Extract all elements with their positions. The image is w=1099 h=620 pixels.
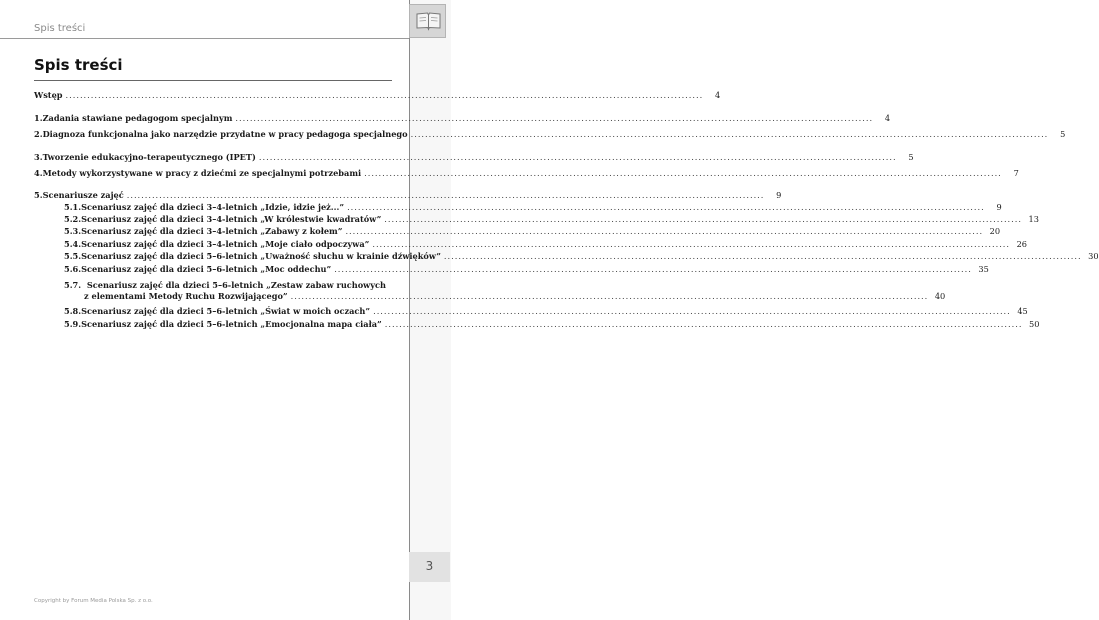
toc-subentry-label: Scenariusz zajęć dla dzieci 5–6-letnich „Świat w moich oczach” <box>81 306 371 316</box>
toc-subentry[interactable] <box>64 251 1099 261</box>
leader-dots <box>127 190 765 200</box>
toc-entry-number: 1. <box>34 113 43 123</box>
toc-subentry-number: 5.5. <box>64 251 82 261</box>
leader-dots <box>364 168 1002 178</box>
toc-subentry-page: 26 <box>1016 239 1027 249</box>
toc-entry-page: 4 <box>884 113 891 123</box>
toc-entry-number: 4. <box>34 168 43 178</box>
toc-subentry[interactable] <box>64 306 1028 316</box>
toc-subentry-page: 30 <box>1088 251 1099 261</box>
toc-entry[interactable] <box>34 152 914 162</box>
toc-title: Spis treści <box>34 56 123 74</box>
leader-dots <box>291 291 929 301</box>
toc-entry[interactable] <box>34 168 1019 178</box>
leader-dots <box>444 251 1082 261</box>
running-header-title: Spis treści <box>34 23 86 34</box>
toc-subentry-page: 50 <box>1029 319 1040 329</box>
toc-subentry-page: 40 <box>934 291 946 301</box>
toc-subentry-label: Scenariusz zajęć dla dzieci 5–6-letnich „Zestaw zabaw ruchowych <box>86 280 386 290</box>
toc-subentry-label: Scenariusz zajęć dla dzieci 3–4-letnich „Moje ciało odpoczywa” <box>81 239 370 249</box>
toc-subentry[interactable] <box>64 202 1002 212</box>
leader-dots <box>373 306 1011 316</box>
toc-entry-label: Scenariusze zajęć <box>42 190 124 200</box>
toc-entry-page: 5 <box>1060 129 1066 139</box>
toc-subentry-label: Scenariusz zajęć dla dzieci 3–4-letnich „Idzie, idzie jeż...” <box>81 202 345 212</box>
toc-entry[interactable] <box>34 113 891 123</box>
toc-subentry-label: Scenariusz zajęć dla dzieci 3–4-letnich „Zabawy z kołem” <box>81 226 343 236</box>
leader-dots <box>384 214 1022 224</box>
leader-dots <box>345 226 983 236</box>
toc-entry-label: Zadania stawiane pedagogom specjalnym <box>42 113 233 123</box>
toc-subentry-number: 5.6. <box>64 264 82 274</box>
toc-entry-number: 2. <box>34 129 43 139</box>
toc-subentry[interactable] <box>64 264 989 274</box>
toc-entry-page: 5 <box>908 152 914 162</box>
page-number: 3 <box>425 559 434 573</box>
toc-subentry-label: Scenariusz zajęć dla dzieci 3–4-letnich „W królestwie kwadratów” <box>81 214 382 224</box>
toc-entry-label: Diagnoza funkcjonalna jako narzędzie przydatne w pracy pedagoga specjalnego <box>42 129 408 139</box>
toc-subentry[interactable] <box>64 319 1040 329</box>
toc-subentry-label-continued: z elementami Metody Ruchu Rozwijającego” <box>84 291 288 301</box>
toc-subentry-number: 5.4. <box>64 239 82 249</box>
toc-subentry-label: Scenariusz zajęć dla dzieci 5–6-letnich „Moc oddechu” <box>81 264 332 274</box>
running-header <box>0 0 410 39</box>
toc-entry-number: 3. <box>34 152 43 162</box>
leader-dots <box>259 152 897 162</box>
toc-subentry[interactable] <box>84 291 946 301</box>
leader-dots <box>334 264 972 274</box>
toc-entry-page: 9 <box>776 190 782 200</box>
book-icon-box <box>409 4 446 38</box>
toc-subentry-page: 45 <box>1017 306 1028 316</box>
toc-entry-label: Wstęp <box>34 90 63 100</box>
leader-dots <box>347 202 985 212</box>
toc-subentry-page: 13 <box>1028 214 1039 224</box>
toc-subentry-number: 5.8. <box>64 306 82 316</box>
toc-subentry-number: 5.2. <box>64 214 82 224</box>
toc-subentry[interactable] <box>64 226 1001 236</box>
toc-subentry-number: 5.9. <box>64 319 82 329</box>
toc-subentry-page: 35 <box>978 264 989 274</box>
toc-subentry-number: 5.7. <box>64 280 82 290</box>
toc-rule <box>34 80 392 81</box>
leader-dots <box>66 90 704 100</box>
toc-subentry-page: 20 <box>989 226 1001 236</box>
toc-entry-number: 5. <box>34 190 43 200</box>
leader-dots <box>372 239 1010 249</box>
toc-entry[interactable] <box>34 129 1066 139</box>
toc-subentry-page: 9 <box>996 202 1002 212</box>
toc-entry-label: Metody wykorzystywane w pracy z dziećmi ze specjalnymi potrzebami <box>42 168 362 178</box>
toc-entry[interactable] <box>34 190 782 200</box>
page-number-box <box>409 552 450 582</box>
toc-subentry-label: Scenariusz zajęć dla dzieci 5–6-letnich „Uważność słuchu w krainie dźwięków” <box>81 251 441 261</box>
toc-subentry-label: Scenariusz zajęć dla dzieci 5–6-letnich „Emocjonalna mapa ciała” <box>81 319 382 329</box>
toc-entry-label: Tworzenie edukacyjno-terapeutycznego (IPET) <box>42 152 256 162</box>
footer-copyright: Copyright by Forum Media Polska Sp. z o.o. <box>34 598 153 604</box>
toc-subentry-first-line[interactable] <box>64 280 386 290</box>
toc-subentry-number: 5.1. <box>64 202 82 212</box>
toc-subentry[interactable] <box>64 214 1039 224</box>
leader-dots <box>411 129 1049 139</box>
toc-subentry[interactable] <box>64 239 1027 249</box>
toc-entry-page: 4 <box>714 90 721 100</box>
leader-dots <box>235 113 873 123</box>
open-book-icon <box>416 11 441 31</box>
leader-dots <box>385 319 1023 329</box>
toc-entry-page: 7 <box>1013 168 1019 178</box>
toc-subentry-number: 5.3. <box>64 226 82 236</box>
toc-entry[interactable] <box>34 90 721 100</box>
